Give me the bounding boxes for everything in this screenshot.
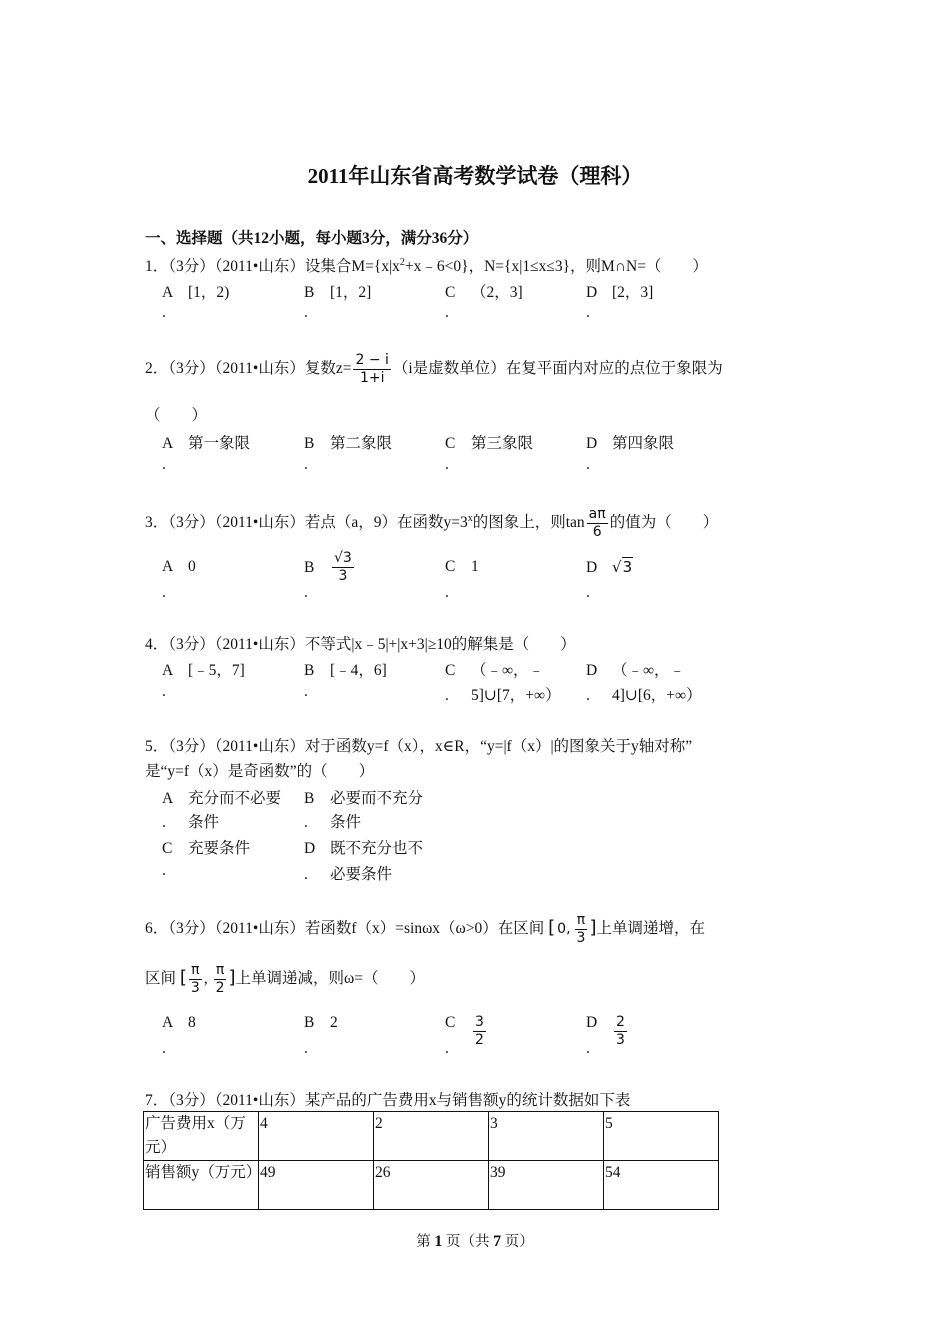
- q2-option-b[interactable]: B 第二象限: [304, 435, 393, 452]
- q5-option-a[interactable]: A 充分而不必要: [162, 790, 282, 807]
- table-cell: 4: [259, 1112, 374, 1161]
- table-cell: 2: [374, 1112, 489, 1161]
- fraction: $\frac{a\pi}{6}$: [588, 506, 606, 540]
- q5-option-c[interactable]: C 充要条件: [162, 840, 251, 857]
- q4-option-d[interactable]: D （﹣∞，﹣: [586, 662, 686, 679]
- q2-option-c[interactable]: C 第三象限: [445, 435, 534, 452]
- q6-option-b[interactable]: B 2: [304, 1014, 338, 1031]
- table-cell: 5: [604, 1112, 719, 1161]
- q5-option-b[interactable]: B 必要而不充分: [304, 790, 424, 807]
- question-1-text-b: +x﹣6<0}，N={x|1≤x≤3}，则M∩N=（ ）: [404, 258, 708, 275]
- question-1-text-a: 1．（3分）（2011•山东）设集合M={x|x: [145, 258, 400, 275]
- q4-option-b[interactable]: B [﹣4，6]: [304, 662, 387, 679]
- question-5-line-1: 5．（3分）（2011•山东）对于函数y=f（x），x∈R，“y=|f（x）|的图象关于y轴对称”: [145, 738, 693, 755]
- table-cell: 销售额y（万元）: [144, 1161, 259, 1210]
- table-cell: 广告费用x（万元）: [144, 1112, 259, 1161]
- q6-option-a[interactable]: A 8: [162, 1014, 196, 1031]
- question-2: 2．（3分）（2011•山东）复数z= $\frac{2 - i}{1+i}$ （i是虚数单位）在复平面内对应的点位于象限为: [145, 352, 723, 386]
- question-7: 7．（3分）（2011•山东）某产品的广告费用x与销售额y的统计数据如下表: [145, 1092, 631, 1109]
- stats-table: [143, 1111, 719, 1210]
- q2-option-d[interactable]: D 第四象限: [586, 435, 675, 452]
- fraction: $\frac{√3}{3}$: [334, 550, 352, 584]
- q6-option-d[interactable]: D $\frac{2}{3}$: [586, 1014, 625, 1048]
- page-total: 7: [493, 1233, 502, 1250]
- q1-option-a[interactable]: A [1，2): [162, 284, 230, 301]
- q1-option-c[interactable]: C （2，3]: [445, 284, 523, 301]
- table-cell: 26: [374, 1161, 489, 1210]
- question-1: [145, 254, 708, 276]
- table-cell: 49: [259, 1161, 374, 1210]
- table-row: [144, 1161, 719, 1210]
- q2-option-a[interactable]: A 第一象限: [162, 435, 251, 452]
- page-number: 1: [434, 1233, 443, 1250]
- section-heading: 一、选择题（共12小题，每小题3分，满分36分）: [145, 230, 479, 247]
- fraction: $\frac{2 - i}{1+i}$: [355, 352, 389, 386]
- question-2-continuation: （ ）: [145, 407, 208, 424]
- table-cell: 3: [489, 1112, 604, 1161]
- table-cell: 54: [604, 1161, 719, 1210]
- q4-option-a[interactable]: A [﹣5，7]: [162, 662, 245, 679]
- question-6-line-1: 6．（3分）（2011•山东）若函数f（x）=sinωx（ω>0）在区间 [ 0, $\frac{\pi}{3}$ ]上单调递增，在: [145, 912, 705, 946]
- q3-option-b[interactable]: B $\frac{√3}{3}$: [304, 550, 352, 584]
- q4-option-c[interactable]: C （﹣∞，﹣: [445, 662, 545, 679]
- question-5-line-2: 是“y=f（x）是奇函数”的（ ）: [145, 763, 375, 780]
- question-1-sup: 2: [399, 256, 405, 268]
- q3-option-d[interactable]: D √3: [586, 558, 633, 576]
- q1-option-b[interactable]: B [1，2]: [304, 284, 372, 301]
- q6-option-c[interactable]: C $\frac{3}{2}$: [445, 1014, 484, 1048]
- page-title: 2011年山东省高考数学试卷（理科）: [307, 164, 643, 188]
- question-6-line-2: 区间 [ $\frac{\pi}{3}$ , $\frac{\pi}{2}$ ]上单调递减，则ω=（ ）: [145, 962, 425, 996]
- question-4: 4．（3分）（2011•山东）不等式|x﹣5|+|x+3|≥10的解集是（ ）: [145, 636, 576, 653]
- sqrt: √3: [612, 558, 633, 576]
- question-3: 3．（3分）（2011•山东）若点（a，9）在函数$y=3^x$的图象上，则tan $\frac{a\pi}{6}$ 的值为（ ）: [145, 506, 719, 540]
- page-footer: 第 1 页（共 7 页）: [416, 1233, 534, 1250]
- q5-option-d[interactable]: D 既不充分也不: [304, 840, 424, 857]
- table-cell: 39: [489, 1161, 604, 1210]
- table-row: [144, 1112, 719, 1161]
- q1-option-d[interactable]: D [2，3]: [586, 284, 654, 301]
- q3-option-a[interactable]: A 0: [162, 558, 196, 575]
- q3-option-c[interactable]: C 1: [445, 558, 479, 575]
